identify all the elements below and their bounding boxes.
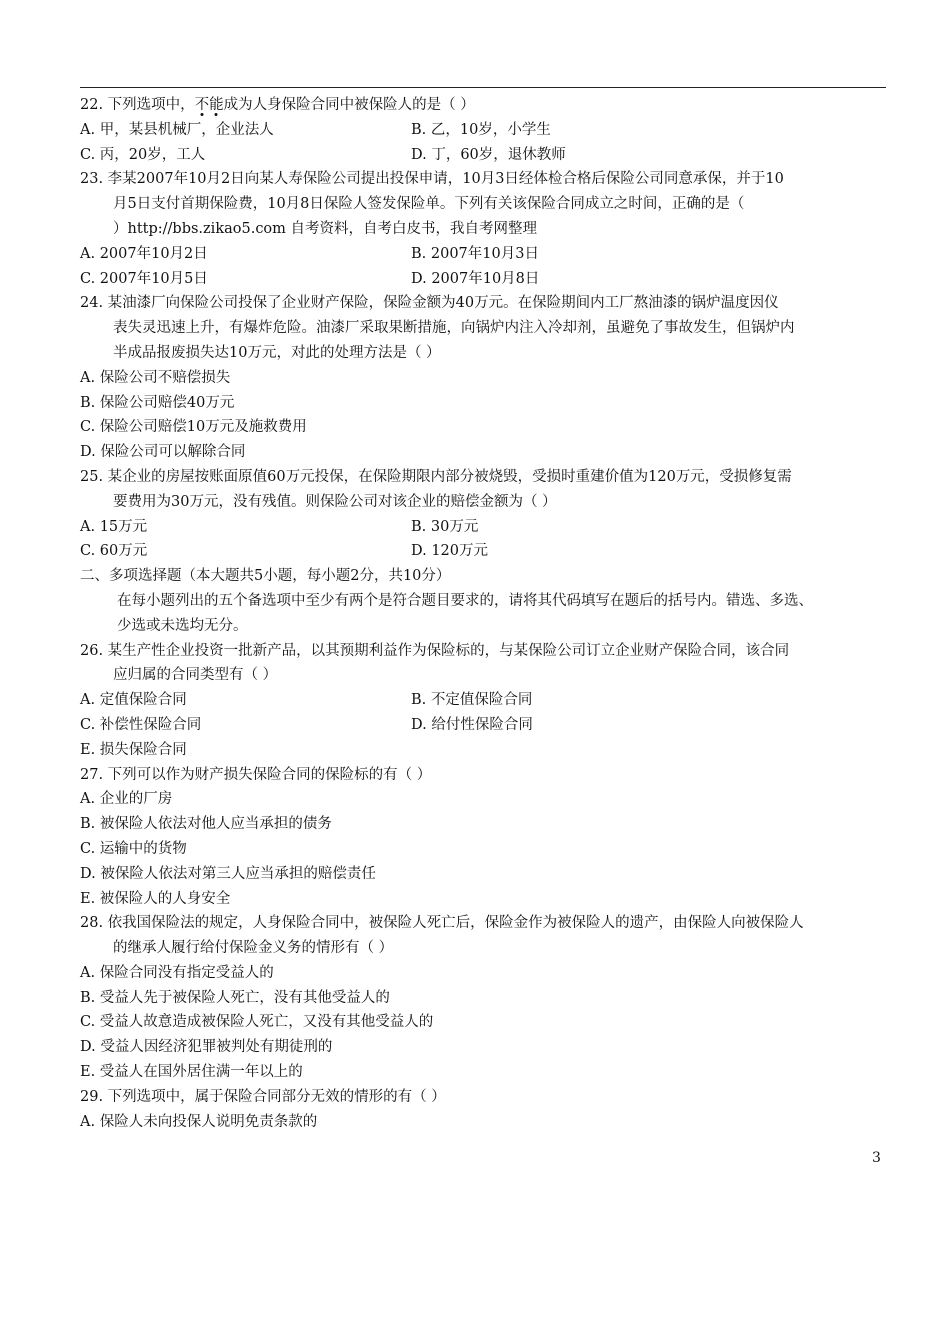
option-c: C. 补偿性保险合同 [80, 716, 202, 733]
option-row [80, 267, 895, 292]
option-c: C. 运输中的货物 [80, 840, 187, 857]
option-a: A. 保险合同没有指定受益人的 [80, 964, 274, 981]
question-27: 27. 下列可以作为财产损失保险合同的保险标的有（ ） [80, 766, 432, 783]
section-title: 二、多项选择题（本大题共5小题，每小题2分，共10分） [80, 568, 451, 585]
option-d: D. 给付性保险合同 [411, 716, 533, 733]
option-c: C. 60万元 [80, 543, 148, 560]
exam-page-content [80, 93, 895, 1134]
option-c: C. 受益人故意造成被保险人死亡，又没有其他受益人的 [80, 1014, 434, 1031]
option-d: D. 丁，60岁，退休教师 [411, 146, 566, 163]
question-23-cont: ）http://bbs.zikao5.com 自考资料，自考白皮书，我自考网整理 [113, 220, 538, 237]
option-row [80, 515, 895, 540]
option-b: B. 保险公司赔偿40万元 [80, 394, 235, 411]
page-number: 3 [872, 1150, 881, 1166]
question-28-cont: 的继承人履行给付保险金义务的情形有（ ） [113, 940, 394, 957]
option-a: A. 企业的厂房 [80, 791, 173, 808]
option-row [80, 118, 895, 143]
option-a: A. 保险人未向投保人说明免责条款的 [80, 1113, 318, 1130]
option-a: A. 2007年10月2日 [80, 245, 208, 262]
option-b: B. 30万元 [411, 518, 479, 535]
option-c: C. 保险公司赔偿10万元及施救费用 [80, 419, 307, 436]
option-d: D. 被保险人依法对第三人应当承担的赔偿责任 [80, 865, 376, 882]
option-b: B. 2007年10月3日 [411, 245, 539, 262]
option-e: E. 受益人在国外居住满一年以上的 [80, 1064, 303, 1081]
question-26-cont: 应归属的合同类型有（ ） [113, 667, 278, 684]
option-row [80, 143, 895, 168]
question-25-cont: 要费用为30万元，没有残值。则保险公司对该企业的赔偿金额为（ ） [113, 493, 557, 510]
question-22: 22. 下列选项中，不能成为人身保险合同中被保险人的是（ ） [80, 97, 475, 113]
option-a: A. 甲，某县机械厂，企业法人 [80, 121, 274, 138]
option-e: E. 损失保险合同 [80, 741, 187, 758]
question-23: 23. 李某2007年10月2日向某人寿保险公司提出投保申请，10月3日经体检合格后保险公司同意承保，并于10 [80, 171, 784, 188]
option-row [80, 713, 895, 738]
question-28: 28. 依我国保险法的规定，人身保险合同中，被保险人死亡后，保险金作为被保险人的遗产，由保险人向被保险人 [80, 915, 804, 932]
question-25: 25. 某企业的房屋按账面原值60万元投保，在保险期限内部分被烧毁，受损时重建价值为120万元，受损修复需 [80, 468, 792, 485]
option-row [80, 688, 895, 713]
option-b: B. 乙，10岁，小学生 [411, 121, 551, 138]
section-instructions: 少选或未选均无分。 [117, 617, 248, 634]
emphasis-char: 能 [209, 97, 224, 113]
option-e: E. 被保险人的人身安全 [80, 890, 231, 907]
option-d: D. 2007年10月8日 [411, 270, 540, 287]
option-b: B. 受益人先于被保险人死亡，没有其他受益人的 [80, 989, 390, 1006]
option-c: C. 丙，20岁，工人 [80, 146, 206, 163]
option-a: A. 15万元 [80, 518, 148, 535]
option-d: D. 受益人因经济犯罪被判处有期徒刑的 [80, 1039, 333, 1056]
option-d: D. 120万元 [411, 543, 489, 560]
question-24: 24. 某油漆厂向保险公司投保了企业财产保险，保险金额为40万元。在保险期间内工厂熬油漆的锅炉温度因仪 [80, 295, 779, 312]
option-a: A. 保险公司不赔偿损失 [80, 369, 231, 386]
question-26: 26. 某生产性企业投资一批新产品，以其预期利益作为保险标的，与某保险公司订立企业财产保险合同，该合同 [80, 642, 790, 659]
option-c: C. 2007年10月5日 [80, 270, 208, 287]
option-row [80, 242, 895, 267]
header-rule [80, 87, 886, 88]
option-d: D. 保险公司可以解除合同 [80, 444, 246, 461]
option-b: B. 被保险人依法对他人应当承担的债务 [80, 816, 332, 833]
question-23-cont: 月5日支付首期保险费，10月8日保险人签发保险单。下列有关该保险合同成立之时间，正确的是（ [113, 196, 745, 213]
option-b: B. 不定值保险合同 [411, 692, 533, 709]
question-29: 29. 下列选项中，属于保险合同部分无效的情形的有（ ） [80, 1088, 446, 1105]
option-a: A. 定值保险合同 [80, 692, 187, 709]
section-instructions: 在每小题列出的五个备选项中至少有两个是符合题目要求的，请将其代码填写在题后的括号内。错选、多选、 [117, 592, 813, 609]
question-24-cont: 半成品报废损失达10万元，对此的处理方法是（ ） [113, 344, 441, 361]
question-24-cont: 表失灵迅速上升，有爆炸危险。油漆厂采取果断措施，向锅炉内注入冷却剂，虽避免了事故发生，但锅炉内 [113, 320, 795, 337]
emphasis-char: 不 [194, 97, 210, 113]
option-row [80, 539, 895, 564]
